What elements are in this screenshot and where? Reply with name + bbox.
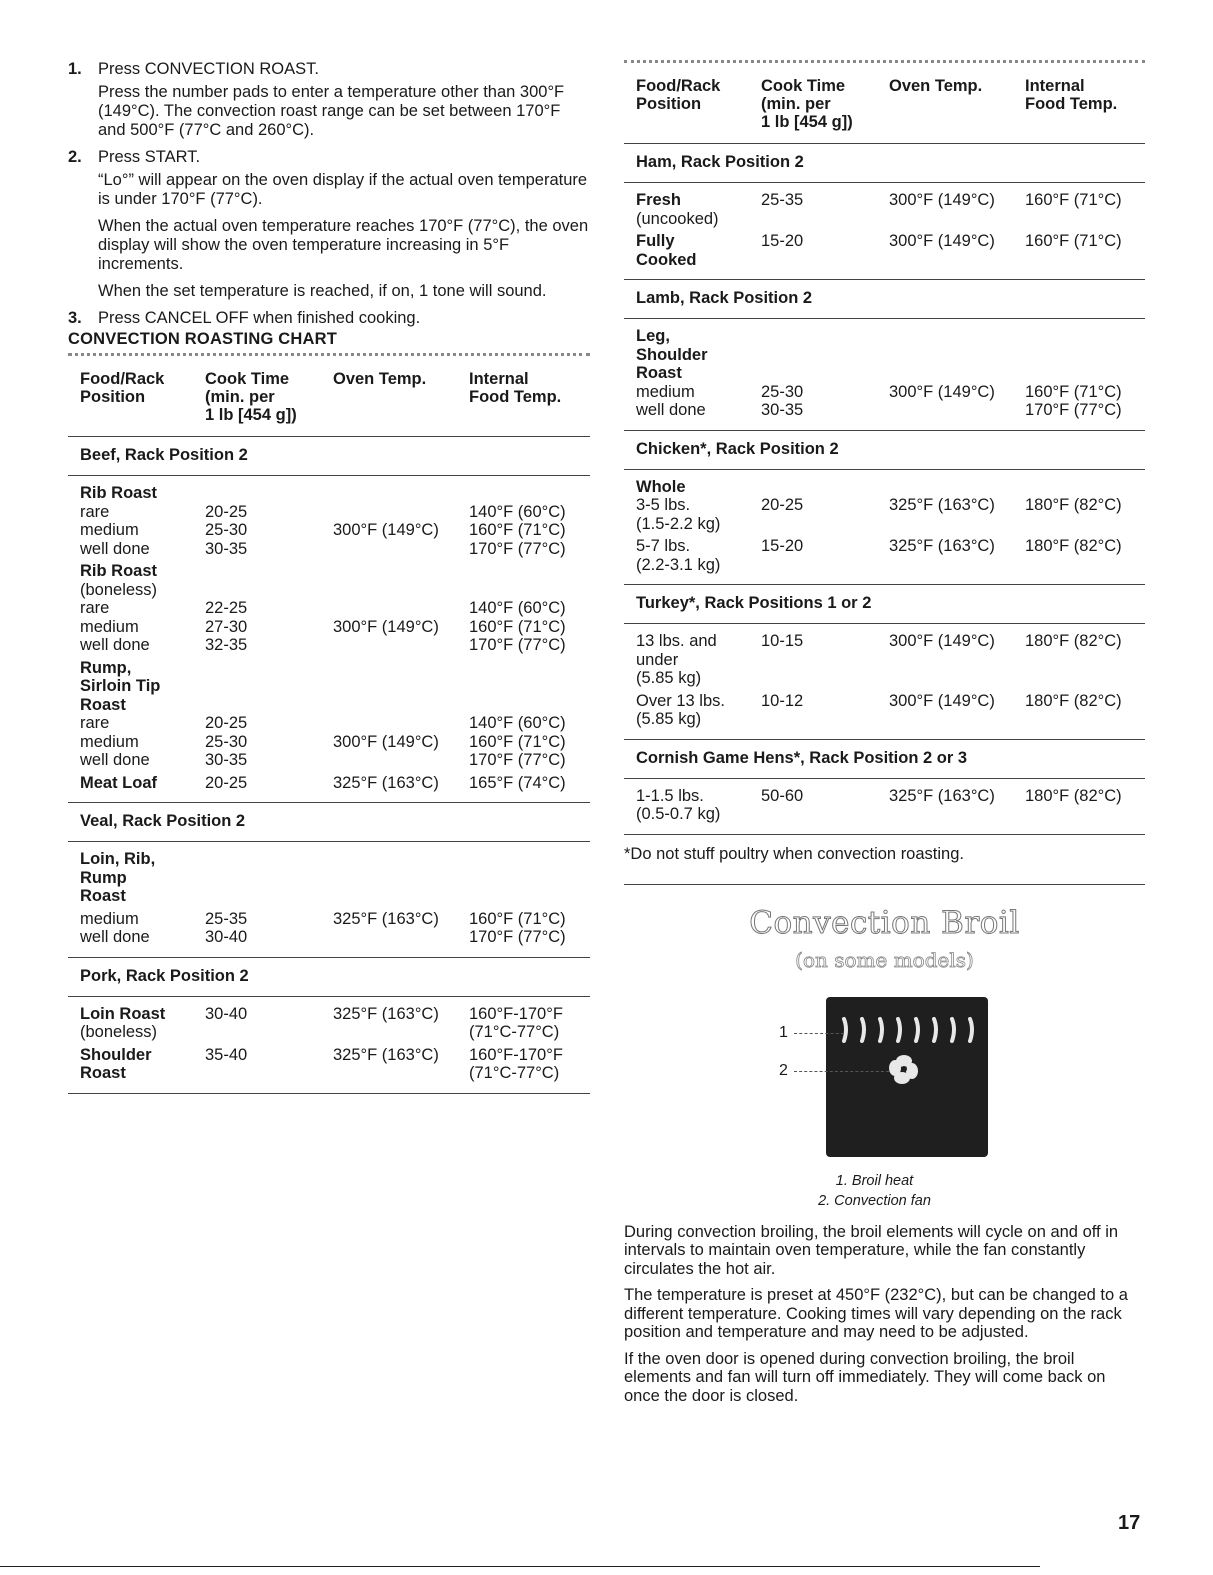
internal-temp-cell: 160°F (71°C) [469,521,566,539]
section-title-beef: Beef, Rack Position 2 [68,437,590,476]
internal-temp-cell [1025,669,1145,688]
internal-temp-cell [1025,251,1145,270]
dotted-rule [68,353,590,360]
oven-temp-cell [333,1064,469,1083]
section-ham [624,183,1145,280]
chart-row [80,1005,590,1024]
oven-temp-cell [333,928,469,947]
cook-time-cell [205,677,333,696]
caption-broil-heat: 1. Broil heat [835,1172,914,1189]
step-paragraph: When the set temperature is reached, if on, 1 tone will sound. [98,282,547,300]
internal-temp-cell: 160°F (71°C) [469,617,566,636]
step-number: 2. [68,148,82,166]
cook-time-cell: 25-35 [761,191,804,209]
cook-time-cell [761,346,889,365]
section-title-hens: Cornish Game Hens*, Rack Position 2 or 3 [624,740,1145,779]
cook-time-cell: 30-35 [205,751,248,769]
internal-temp-cell: 140°F (60°C) [469,714,566,732]
section-title-pork: Pork, Rack Position 2 [68,958,590,997]
internal-temp-cell: 180°F (82°C) [1025,537,1122,555]
cook-time-cell: 15-20 [761,232,804,250]
cook-time-cell [761,556,889,575]
chart-row [636,537,1145,556]
cook-time-cell [761,251,889,270]
chart-row [636,787,1145,806]
internal-temp-cell: 160°F (71°C) [1025,382,1122,401]
internal-temp-cell [1025,651,1145,670]
food-cell: well done [636,401,706,419]
food-cell: under [636,650,679,669]
oven-temp-cell [889,327,1025,346]
food-cell: 3-5 lbs. [636,496,691,514]
cook-time-cell [205,887,333,906]
step-paragraph: Press the number pads to enter a temperature other than 300°F (149°C). The convection roast range can be set between 170°F and 500°F (77°C and 260°C). [98,83,565,139]
chart-column-headers [68,360,590,437]
chart-row [636,651,1145,670]
cook-time-cell [761,651,889,670]
step-paragraph: “Lo°” will appear on the oven display if the actual oven temperature is under 170°F (77°C). [98,171,588,208]
col-header-food: Food/Rack Position [80,370,165,406]
oven-temp-cell [889,651,1025,670]
internal-temp-cell [1025,515,1145,534]
chart-row [80,562,590,581]
oven-temp-cell: 300°F (149°C) [889,191,995,209]
col-header-food: Food/Rack Position [636,77,721,113]
cook-time-cell: 22-25 [205,599,248,617]
chart-row [80,503,590,522]
chart-row [80,714,590,733]
cook-time-cell [205,484,333,503]
cook-time-cell [205,1023,333,1042]
chart-row [80,581,590,600]
cook-time-cell: 10-12 [761,691,804,710]
internal-temp-cell: 160°F-170°F [469,1004,563,1023]
cook-time-cell [761,364,889,383]
col-header-oven-temp: Oven Temp. [889,77,983,95]
internal-temp-cell: 180°F (82°C) [1025,691,1122,710]
steps-list [68,60,590,328]
section-title-turkey: Turkey*, Rack Positions 1 or 2 [624,585,1145,624]
food-cell: Fully [636,232,675,250]
internal-temp-cell: 170°F (77°C) [469,636,566,654]
food-cell: Leg, [636,327,670,345]
food-cell: Rib Roast [80,484,158,502]
cook-time-cell: 30-35 [205,539,248,558]
food-cell: (uncooked) [636,209,719,228]
cook-time-cell [761,515,889,534]
broil-element-icon [826,997,988,1157]
internal-temp-cell [1025,478,1145,497]
internal-temp-cell: 180°F (82°C) [1025,632,1122,650]
chart-row [80,910,590,929]
chart-row [636,346,1145,365]
chart-row [80,1023,590,1042]
oven-temp-cell [333,677,469,696]
oven-temp-cell [889,478,1025,497]
oven-temp-cell [889,401,1025,420]
internal-temp-cell: 170°F (77°C) [469,928,566,946]
chart-row [636,383,1145,402]
col-header-cook-time: Cook Time (min. per 1 lb [454 g]) [205,370,297,424]
food-cell: 5-7 lbs. [636,537,691,555]
chart-row [80,696,590,715]
oven-temp-cell [333,850,469,869]
food-cell: (boneless) [80,580,158,599]
oven-temp-cell [889,364,1025,383]
food-cell: (boneless) [80,1023,158,1041]
left-column [68,60,590,1094]
oven-temp-cell: 325°F (163°C) [333,909,439,928]
right-column [624,60,1145,1405]
chart-row [80,751,590,770]
food-cell: Fresh [636,191,681,209]
cook-time-cell [761,669,889,688]
food-cell: rare [80,502,110,521]
chart-row [636,191,1145,210]
internal-temp-cell: 160°F (71°C) [1025,232,1122,250]
cook-time-cell [205,696,333,715]
internal-temp-cell: 170°F (77°C) [469,751,566,769]
caption-convection-fan: 2. Convection fan [818,1192,931,1209]
food-cell: 13 lbs. and [636,632,717,650]
cook-time-cell: 25-35 [205,909,248,928]
chart-row [80,887,590,906]
internal-temp-cell: 165°F (74°C) [469,773,566,792]
oven-temp-cell [889,251,1025,270]
oven-temp-cell [333,696,469,715]
chart-row [80,540,590,559]
internal-temp-cell [469,581,590,600]
cook-time-cell: 35-40 [205,1045,248,1064]
cook-time-cell: 20-25 [205,502,248,521]
cook-time-cell [761,327,889,346]
callout-1: 1 [779,1023,788,1041]
section-lamb [624,319,1145,431]
oven-temp-cell [889,556,1025,575]
step-1 [68,60,590,140]
oven-temp-cell [889,515,1025,534]
food-cell: well done [80,636,150,654]
cook-time-cell: 30-40 [205,1004,248,1023]
oven-temp-cell: 325°F (163°C) [889,496,995,514]
food-cell: medium [80,909,139,928]
chart-row [80,677,590,696]
cook-time-cell: 25-30 [205,732,248,751]
chart-row [636,327,1145,346]
step-number: 3. [68,309,82,327]
food-cell: (0.5-0.7 kg) [636,805,721,823]
cook-time-cell [761,210,889,229]
cook-time-cell: 27-30 [205,617,248,636]
chart-row [636,232,1145,251]
internal-temp-cell [1025,210,1145,229]
chart-row [80,869,590,888]
step-2 [68,148,590,301]
chart-row [636,692,1145,711]
food-cell: (2.2-3.1 kg) [636,555,721,574]
step-3 [68,309,590,328]
internal-temp-cell: (71°C-77°C) [469,1023,560,1041]
oven-temp-cell: 300°F (149°C) [333,732,439,751]
food-cell: Whole [636,477,686,496]
step-number: 1. [68,60,82,78]
internal-temp-cell [1025,364,1145,383]
cook-time-cell: 25-30 [205,521,248,539]
oven-temp-cell [333,751,469,770]
internal-temp-cell [469,869,590,888]
internal-temp-cell [469,677,590,696]
oven-temp-cell [333,599,469,618]
cook-time-cell [205,869,333,888]
food-cell: Rib Roast [80,562,158,580]
oven-temp-cell [333,484,469,503]
cook-time-cell: 10-15 [761,632,804,650]
cook-time-cell: 25-30 [761,382,804,401]
oven-diagram [624,987,1145,1157]
page-number: 17 [1118,1512,1141,1534]
broil-paragraph: The temperature is preset at 450°F (232°C), but can be changed to a different temperature. Cooking times will vary depending on the rack position and temperature and may need to be adjusted. [624,1286,1128,1341]
section-title-chicken: Chicken*, Rack Position 2 [624,431,1145,470]
internal-temp-cell [469,562,590,581]
internal-temp-cell [1025,327,1145,346]
section-hens [624,779,1145,835]
internal-temp-cell [469,887,590,906]
cook-time-cell: 32-35 [205,636,248,654]
food-cell: Sirloin Tip [80,677,161,695]
cook-time-cell [205,850,333,869]
oven-temp-cell [333,562,469,581]
chart-row [80,928,590,947]
cook-time-cell [761,710,889,729]
section-title-veal: Veal, Rack Position 2 [68,803,590,842]
chart-row [80,636,590,655]
step-paragraph: When the actual oven temperature reaches 170°F (77°C), the oven display will show the oven temperature increasing in 5°F increments. [98,217,589,273]
cook-time-cell: 30-35 [761,401,804,419]
oven-temp-cell: 325°F (163°C) [333,1004,439,1023]
cook-time-cell [761,805,889,824]
internal-temp-cell: 160°F (71°C) [469,909,566,928]
oven-temp-cell: 300°F (149°C) [889,232,995,250]
col-header-oven-temp: Oven Temp. [333,370,427,388]
internal-temp-cell [1025,556,1145,575]
oven-temp-cell: 325°F (163°C) [333,773,439,792]
food-cell: Roast [80,887,126,905]
step-heading: Press CONVECTION ROAST. [98,60,319,78]
col-header-internal-temp: Internal Food Temp. [469,370,562,406]
cook-time-cell: 30-40 [205,928,248,946]
chart-row [80,484,590,503]
internal-temp-cell [469,659,590,678]
chart-row [636,805,1145,824]
food-cell: 1-1.5 lbs. [636,786,704,805]
food-cell: well done [80,539,150,558]
internal-temp-cell [1025,710,1145,729]
internal-temp-cell: 140°F (60°C) [469,599,566,617]
oven-temp-cell [333,540,469,559]
section-veal [68,842,590,958]
chart-row [80,521,590,540]
cook-time-cell: 20-25 [205,773,248,792]
oven-temp-cell [333,659,469,678]
oven-temp-cell [889,346,1025,365]
oven-temp-cell [889,669,1025,688]
section-turkey [624,624,1145,740]
broil-subtitle: (on some models) [795,947,974,972]
internal-temp-cell: 170°F (77°C) [1025,401,1122,419]
broil-paragraph: During convection broiling, the broil elements will cycle on and off in intervals to maintain oven temperature, while the fan constantly circulates the hot air. [624,1222,1119,1278]
section-beef [68,476,590,803]
oven-temp-cell [333,636,469,655]
chart-row [636,710,1145,729]
oven-cavity-image [826,997,988,1157]
internal-temp-cell: 160°F-170°F [469,1045,563,1064]
internal-temp-cell [469,696,590,715]
oven-temp-cell [889,210,1025,229]
oven-temp-cell [333,714,469,733]
internal-temp-cell [1025,805,1145,824]
internal-temp-cell [1025,346,1145,365]
section-title-ham: Ham, Rack Position 2 [624,144,1145,183]
food-cell: Cooked [636,250,697,269]
chart-row [636,478,1145,497]
chart-row [636,364,1145,383]
section-pork [68,997,590,1094]
chart-title: CONVECTION ROASTING CHART [68,330,337,348]
oven-temp-cell: 325°F (163°C) [889,786,995,805]
oven-temp-cell: 300°F (149°C) [889,632,995,650]
section-title-lamb: Lamb, Rack Position 2 [624,280,1145,319]
footnote: *Do not stuff poultry when convection roasting. [624,845,1145,885]
oven-temp-cell [333,869,469,888]
chart-row [636,210,1145,229]
oven-temp-cell [889,805,1025,824]
food-cell: medium [80,732,139,751]
oven-temp-cell: 300°F (149°C) [889,382,995,401]
chart-row [636,556,1145,575]
col-header-cook-time: Cook Time (min. per 1 lb [454 g]) [761,77,853,131]
food-cell: rare [80,599,110,617]
bottom-rule [0,1566,1040,1567]
food-cell: rare [80,714,110,732]
food-cell: Rump [80,868,127,887]
food-cell: Rump, [80,658,132,677]
food-cell: Over 13 lbs. [636,691,725,710]
food-cell: medium [636,382,695,401]
chart-row [80,1046,590,1065]
food-cell: (1.5-2.2 kg) [636,514,721,533]
oven-temp-cell: 300°F (149°C) [333,521,439,539]
chart-column-headers [624,67,1145,144]
chart-row [636,251,1145,270]
chart-row [636,669,1145,688]
cook-time-cell [205,562,333,581]
chart-row [80,659,590,678]
callout-2: 2 [779,1061,788,1079]
oven-temp-cell [333,503,469,522]
cook-time-cell [205,1064,333,1083]
food-cell: Meat Loaf [80,773,158,792]
food-cell: (5.85 kg) [636,669,702,687]
chart-row [636,515,1145,534]
callout-1-leader [794,1033,844,1034]
chart-row [636,401,1145,420]
internal-temp-cell: 160°F (71°C) [469,732,566,751]
internal-temp-cell [469,484,590,503]
chart-row [636,496,1145,515]
chart-row [80,774,590,793]
chart-row [80,733,590,752]
step-heading: Press START. [98,148,201,166]
section-chicken [624,470,1145,586]
internal-temp-cell: 180°F (82°C) [1025,786,1122,805]
chart-row [80,1064,590,1083]
food-cell: Roast [80,1064,126,1082]
food-cell: well done [80,751,150,769]
callout-2-leader [794,1071,889,1072]
chart-row [80,618,590,637]
oven-temp-cell [889,710,1025,729]
food-cell: Shoulder [636,345,708,364]
internal-temp-cell [469,850,590,869]
food-cell: Shoulder [80,1045,152,1064]
internal-temp-cell: (71°C-77°C) [469,1064,560,1082]
cook-time-cell [205,659,333,678]
step-heading: Press CANCEL OFF when finished cooking. [98,309,421,327]
oven-temp-cell: 300°F (149°C) [333,617,439,636]
food-cell: Loin Roast [80,1004,166,1023]
cook-time-cell [205,581,333,600]
dotted-rule [624,60,1145,67]
chart-row [80,850,590,869]
oven-temp-cell: 325°F (163°C) [333,1045,439,1064]
cook-time-cell: 20-25 [761,496,804,514]
cook-time-cell: 20-25 [205,714,248,732]
chart-row [80,599,590,618]
cook-time-cell: 15-20 [761,537,804,555]
oven-temp-cell: 325°F (163°C) [889,537,995,555]
oven-temp-cell [333,887,469,906]
internal-temp-cell: 180°F (82°C) [1025,496,1122,514]
internal-temp-cell: 140°F (60°C) [469,502,566,521]
broil-paragraph: If the oven door is opened during convection broiling, the broil elements and fan will turn off immediately. They will come back on once the door is closed. [624,1349,1106,1405]
internal-temp-cell: 160°F (71°C) [1025,191,1122,209]
cook-time-cell [761,478,889,497]
food-cell: Roast [80,695,126,714]
food-cell: medium [80,521,139,539]
oven-temp-cell [333,1023,469,1042]
food-cell: (5.85 kg) [636,710,702,728]
food-cell: Loin, Rib, [80,850,156,868]
oven-temp-cell: 300°F (149°C) [889,691,995,710]
internal-temp-cell: 170°F (77°C) [469,539,566,558]
oven-temp-cell [333,581,469,600]
cook-time-cell: 50-60 [761,786,804,805]
broil-title: Convection Broil [749,904,1020,941]
diagram-captions [604,1171,1145,1211]
food-cell: medium [80,617,139,636]
col-header-internal-temp: Internal Food Temp. [1025,77,1118,113]
chart-row [636,632,1145,651]
food-cell: well done [80,928,150,946]
food-cell: Roast [636,364,682,382]
